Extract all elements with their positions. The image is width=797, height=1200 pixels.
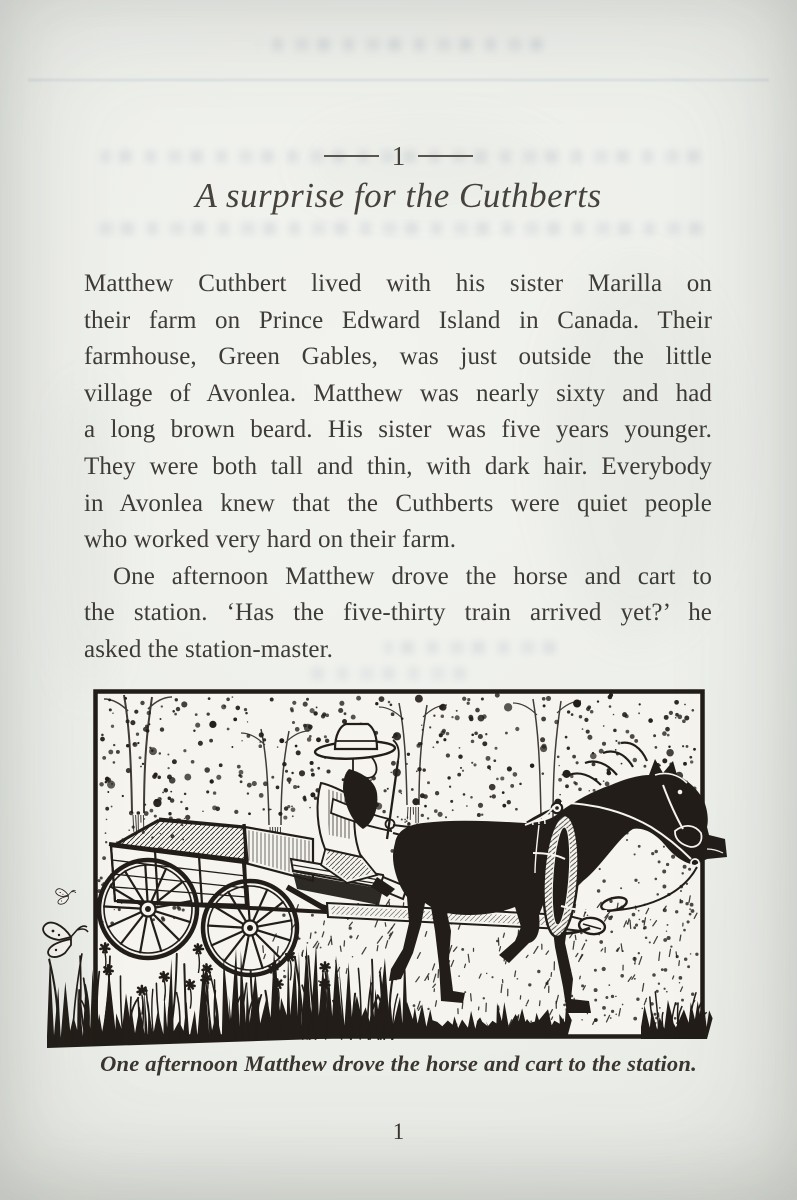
text-line: a long brown beard. His sister was five years younger.: [84, 416, 712, 444]
illustration-figure: [30, 683, 730, 1055]
page-number: 1: [392, 1119, 405, 1144]
text-line: asked the station-master.: [84, 635, 333, 663]
text-line: One afternoon Matthew drove the horse and cart to: [113, 562, 712, 590]
text-line: They were both tall and thin, with dark hair. Everybody: [84, 452, 712, 480]
illustration-caption: One afternoon Matthew drove the horse and cart to the station.: [100, 1051, 697, 1076]
text-line: farmhouse, Green Gables, was just outside the little: [84, 343, 712, 371]
chapter-heading: [0, 139, 797, 173]
text-line: Matthew Cuthbert lived with his sister Marilla on: [84, 270, 712, 297]
horse-cart-illustration: [30, 683, 730, 1055]
butterflies: [43, 889, 88, 957]
body-text: [84, 266, 712, 669]
heading-rule-right: [418, 155, 473, 158]
ghost-showthrough: [258, 38, 543, 51]
chapter-number: 1: [391, 140, 406, 171]
ghost-showthrough: [28, 79, 769, 81]
text-line: their farm on Prince Edward Island in Canada. Their: [84, 306, 712, 334]
ghost-showthrough: [96, 222, 702, 235]
text-line: the station. ‘Has the five-thirty train arrived yet?’ he: [84, 599, 712, 627]
ghost-showthrough: [306, 667, 466, 680]
chapter-title: A surprise for the Cuthberts: [195, 176, 602, 215]
text-line: village of Avonlea. Matthew was nearly sixty and had: [84, 379, 712, 407]
heading-rule-left: [324, 155, 379, 158]
text-line: in Avonlea knew that the Cuthberts were quiet people: [84, 489, 712, 517]
text-line: who worked very hard on their farm.: [84, 526, 457, 554]
